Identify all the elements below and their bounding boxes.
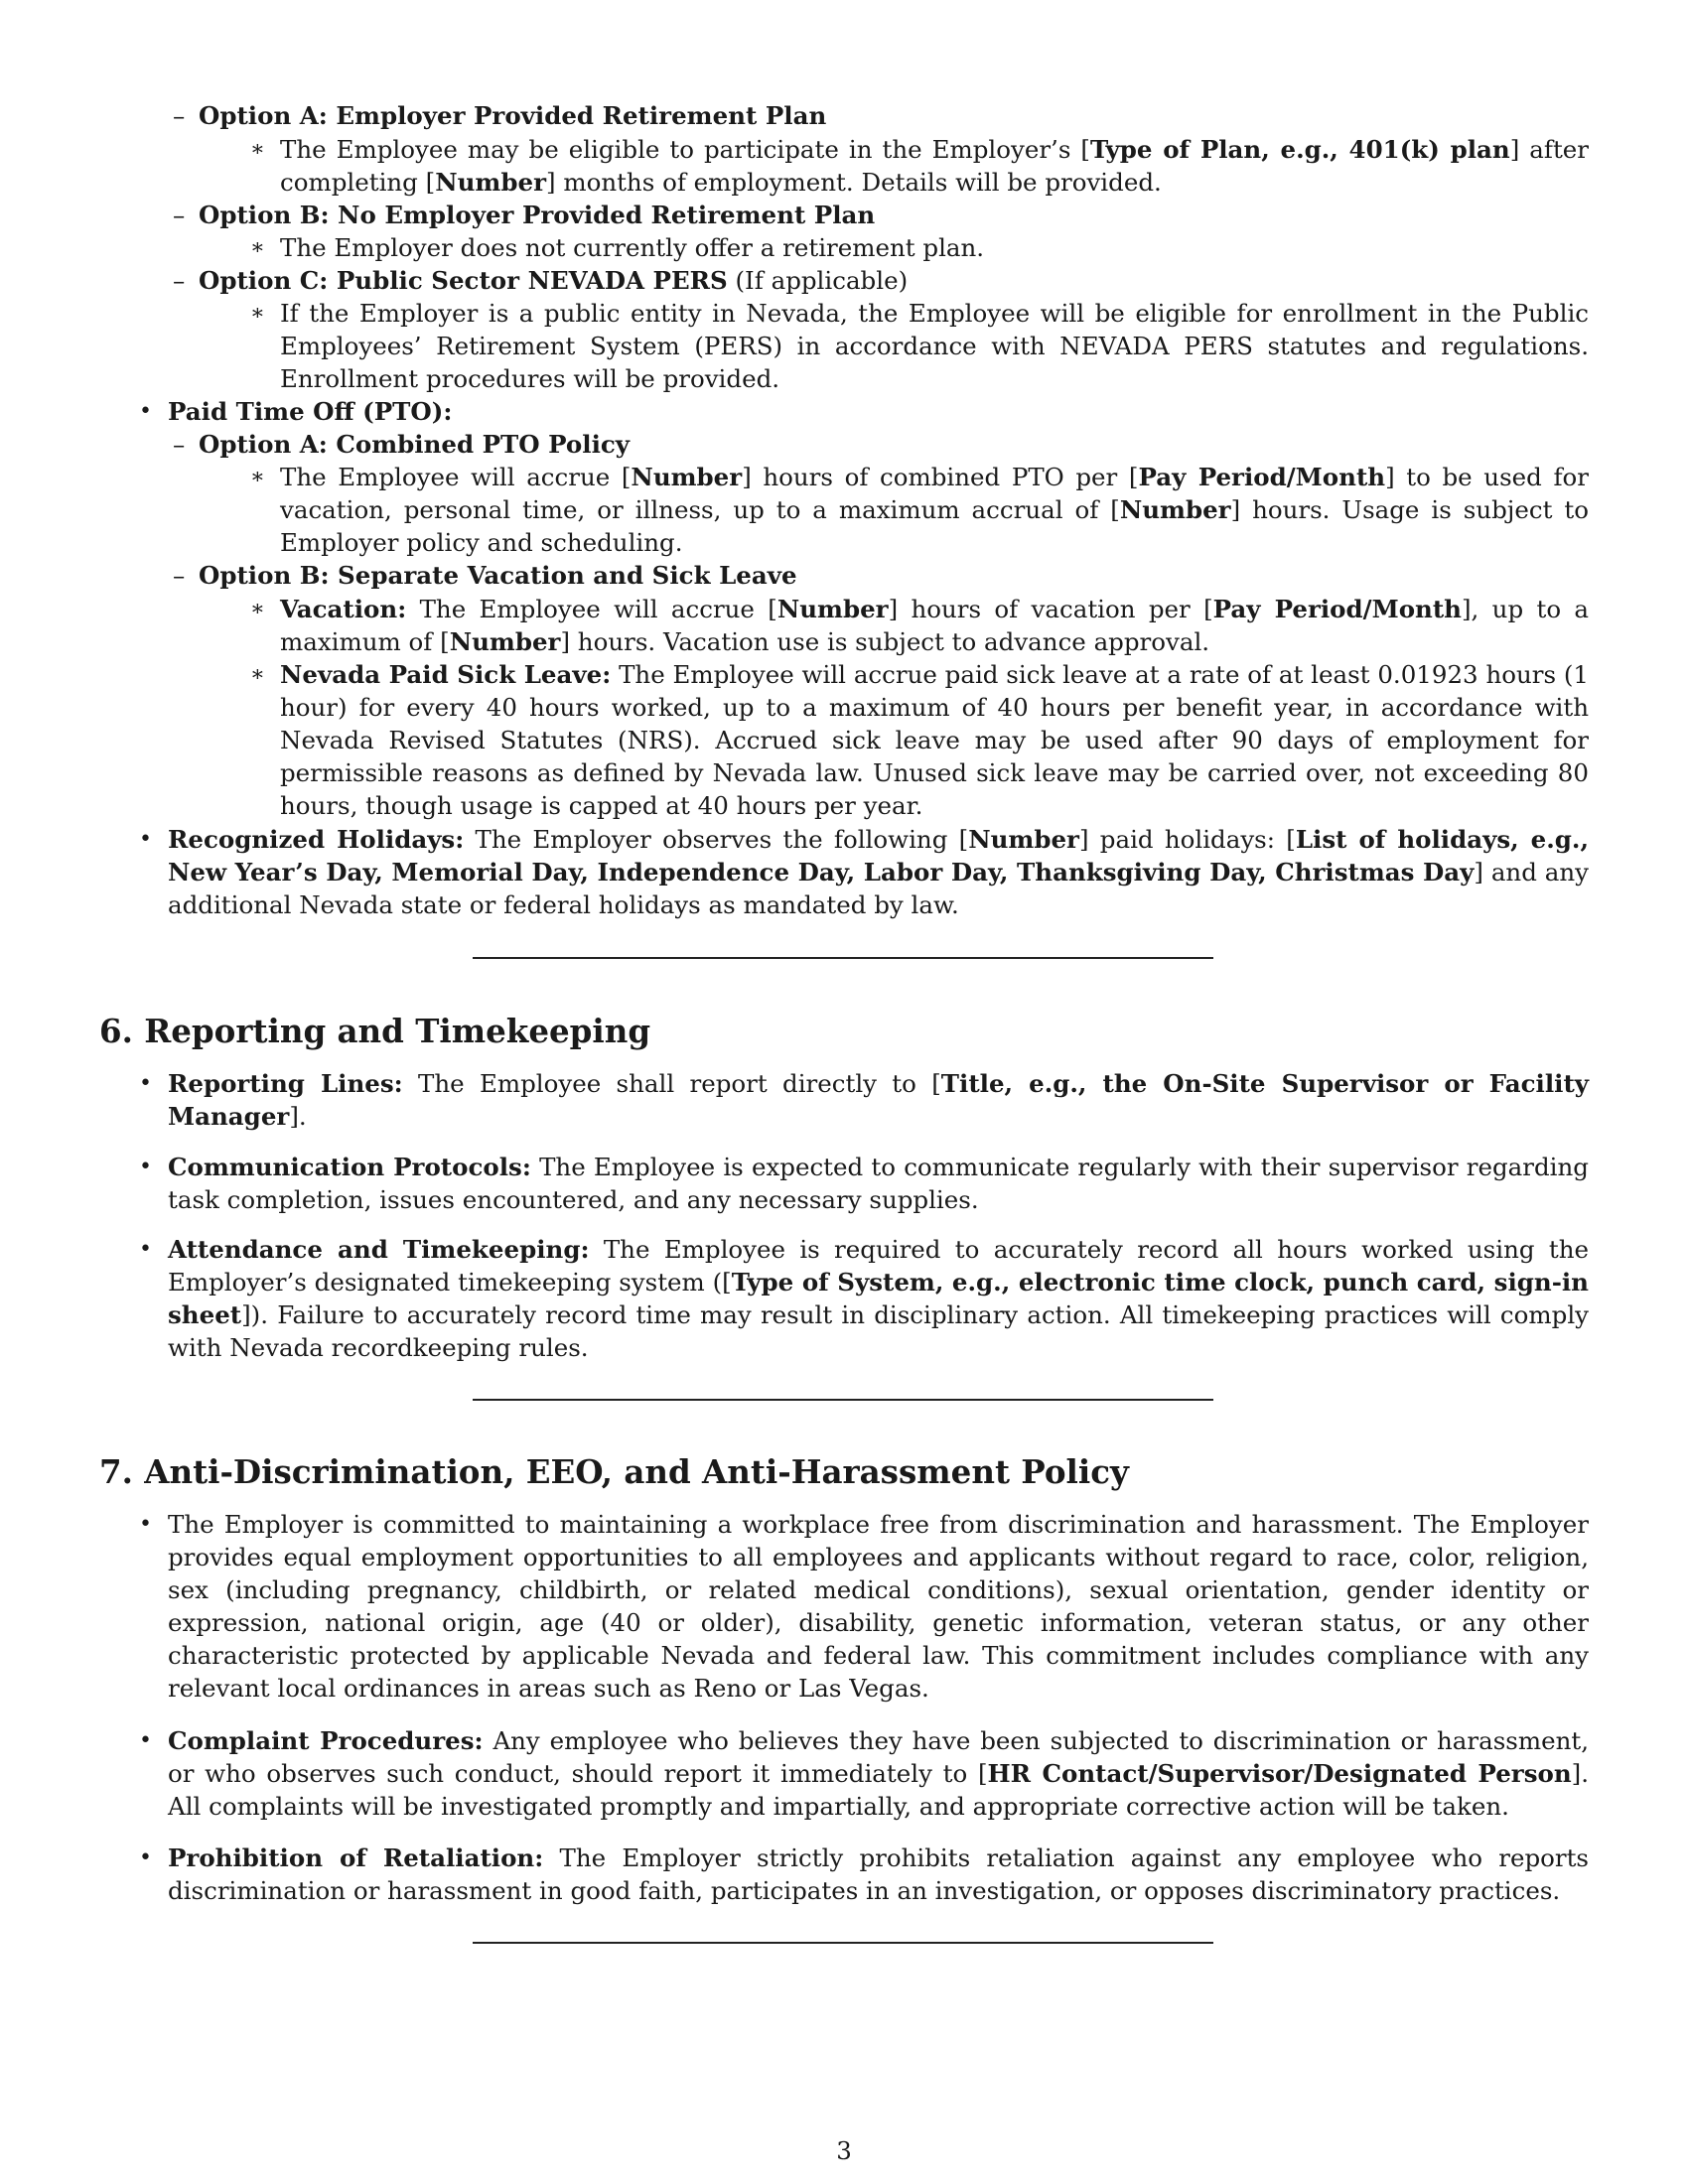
retirement-option-b-detail: ∗ The Employer does not currently offer a retirement plan. bbox=[250, 233, 985, 262]
pto-vacation-detail: ∗ Vacation: The Employee will accrue [Number] hours of vacation per [Pay Period/Month], up to a maximum of [Number] hours. Vacation use is subject to advance approval. bbox=[250, 595, 1590, 656]
retirement-option-c: – Option C: Public Sector NEVADA PERS (If applicable) bbox=[173, 266, 909, 295]
bullet-marker: • bbox=[139, 1071, 152, 1096]
pto-option-a bbox=[173, 428, 1589, 461]
dash-marker: – bbox=[173, 201, 186, 229]
pto-item bbox=[139, 395, 1589, 428]
star-marker: ∗ bbox=[250, 597, 265, 621]
bullet-marker: • bbox=[139, 399, 152, 424]
pto-sick-leave-detail: ∗ Nevada Paid Sick Leave: The Employee will accrue paid sick leave at a rate of at least 0.01923 hours (1 hour) for every 40 hours worked, up to a maximum of 40 hours per benefit year, in accordance with Nevada Revised Statutes (NRS). Accrued sick leave may be used after 90 days of employment for permissible reasons as defined by Nevada law. Unused sick leave may be carried over, not exceeding 80 hours, though usage is capped at 40 hours per year. bbox=[250, 660, 1589, 820]
section-7-title: 7. Anti-Discrimination, EEO, and Anti-Harassment Policy bbox=[99, 1452, 1129, 1491]
bullet-marker: • bbox=[139, 1512, 152, 1537]
page-number: 3 bbox=[836, 2136, 852, 2165]
option-label: Option A: Combined PTO Policy bbox=[199, 430, 631, 459]
option-label: Option C: Public Sector NEVADA PERS bbox=[199, 266, 728, 295]
section-divider bbox=[473, 957, 1213, 959]
option-label: Option B: Separate Vacation and Sick Leave bbox=[199, 561, 797, 590]
star-marker: ∗ bbox=[250, 137, 265, 162]
prohibition-of-retaliation-item: • Prohibition of Retaliation: The Employer strictly prohibits retaliation against any employee who reports discrimination or harassment in good faith, participates in an investigation, or opposes discriminatory practices. bbox=[139, 1843, 1590, 1905]
retirement-option-b bbox=[173, 199, 1589, 231]
bullet-marker: • bbox=[139, 1845, 152, 1870]
dash-marker: – bbox=[173, 266, 186, 295]
section-6-title: 6. Reporting and Timekeeping bbox=[99, 1012, 651, 1050]
star-marker: ∗ bbox=[250, 301, 265, 326]
section-divider bbox=[473, 1399, 1213, 1401]
retirement-option-c-detail: ∗ If the Employer is a public entity in Nevada, the Employee will be eligible for enrollment in the Public Employees’ Retirement System (PERS) in accordance with NEVADA PERS statutes and regulations. Enrollment procedures will be provided. bbox=[250, 299, 1589, 393]
pto-label: Paid Time Off (PTO): bbox=[168, 397, 453, 426]
complaint-procedures-item: • Complaint Procedures: Any employee who believes they have been subjected to discrimination or harassment, or who observes such conduct, should report it immediately to [HR Contact/Supervisor/Designated Person]. All complaints will be investigated promptly and impartially, and appropriate corrective action will be taken. bbox=[139, 1726, 1589, 1821]
holidays-item: • Recognized Holidays: The Employer observes the following [Number] paid holidays: [List of holidays, e.g., New Year’s Day, Memorial Day, Independence Day, Labor Day, Thanksgiving Day, Christmas Day] and any additional Nevada state or federal holidays as mandated by law. bbox=[139, 825, 1589, 919]
section-divider bbox=[473, 1942, 1213, 1944]
bullet-marker: • bbox=[139, 1728, 152, 1753]
option-label: Option B: No Employer Provided Retirement Plan bbox=[199, 201, 876, 229]
bullet-marker: • bbox=[139, 827, 152, 852]
bullet-marker: • bbox=[139, 1155, 152, 1179]
star-marker: ∗ bbox=[250, 465, 265, 489]
dash-marker: – bbox=[173, 101, 186, 130]
communication-protocols-item: • Communication Protocols: The Employee is expected to communicate regularly with their supervisor regarding task completion, issues encountered, and any necessary supplies. bbox=[139, 1153, 1589, 1214]
bullet-marker: • bbox=[139, 1237, 152, 1262]
eeo-commitment-item: • The Employer is committed to maintaining a workplace free from discrimination and harassment. The Employer provides equal employment opportunities to all employees and applicants without regard to race, color, religion, sex (including pregnancy, childbirth, or related medical conditions), sexual orientation, gender identity or expression, national origin, age (40 or older), disability, genetic information, veteran status, or any other characteristic protected by applicable Nevada and federal law. This commitment includes compliance with any relevant local ordinances in areas such as Reno or Las Vegas. bbox=[139, 1510, 1589, 1703]
pto-option-a-detail: ∗ The Employee will accrue [Number] hours of combined PTO per [Pay Period/Month] to be used for vacation, personal time, or illness, up to a maximum accrual of [Number] hours. Usage is subject to Employer policy and scheduling. bbox=[250, 463, 1589, 557]
reporting-lines-item: • Reporting Lines: The Employee shall report directly to [Title, e.g., the On-Site Supervisor or Facility Manager]. bbox=[139, 1069, 1589, 1131]
retirement-option-a-detail: ∗ The Employee may be eligible to participate in the Employer’s [Type of Plan, e.g., 401(k) plan] after completing [Number] months of employment. Details will be provided. bbox=[250, 135, 1590, 197]
star-marker: ∗ bbox=[250, 235, 265, 260]
pto-option-b bbox=[173, 559, 1589, 592]
star-marker: ∗ bbox=[250, 662, 265, 687]
dash-marker: – bbox=[173, 561, 186, 590]
attendance-timekeeping-item: • Attendance and Timekeeping: The Employee is required to accurately record all hours worked using the Employer’s designated timekeeping system ([Type of System, e.g., electronic time clock, punch card, sign-in sheet]). Failure to accurately record time may result in disciplinary action. All timekeeping practices will comply with Nevada recordkeeping rules. bbox=[139, 1235, 1589, 1362]
retirement-option-a bbox=[173, 99, 1589, 132]
dash-marker: – bbox=[173, 430, 186, 459]
option-label: Option A: Employer Provided Retirement Plan bbox=[199, 101, 827, 130]
